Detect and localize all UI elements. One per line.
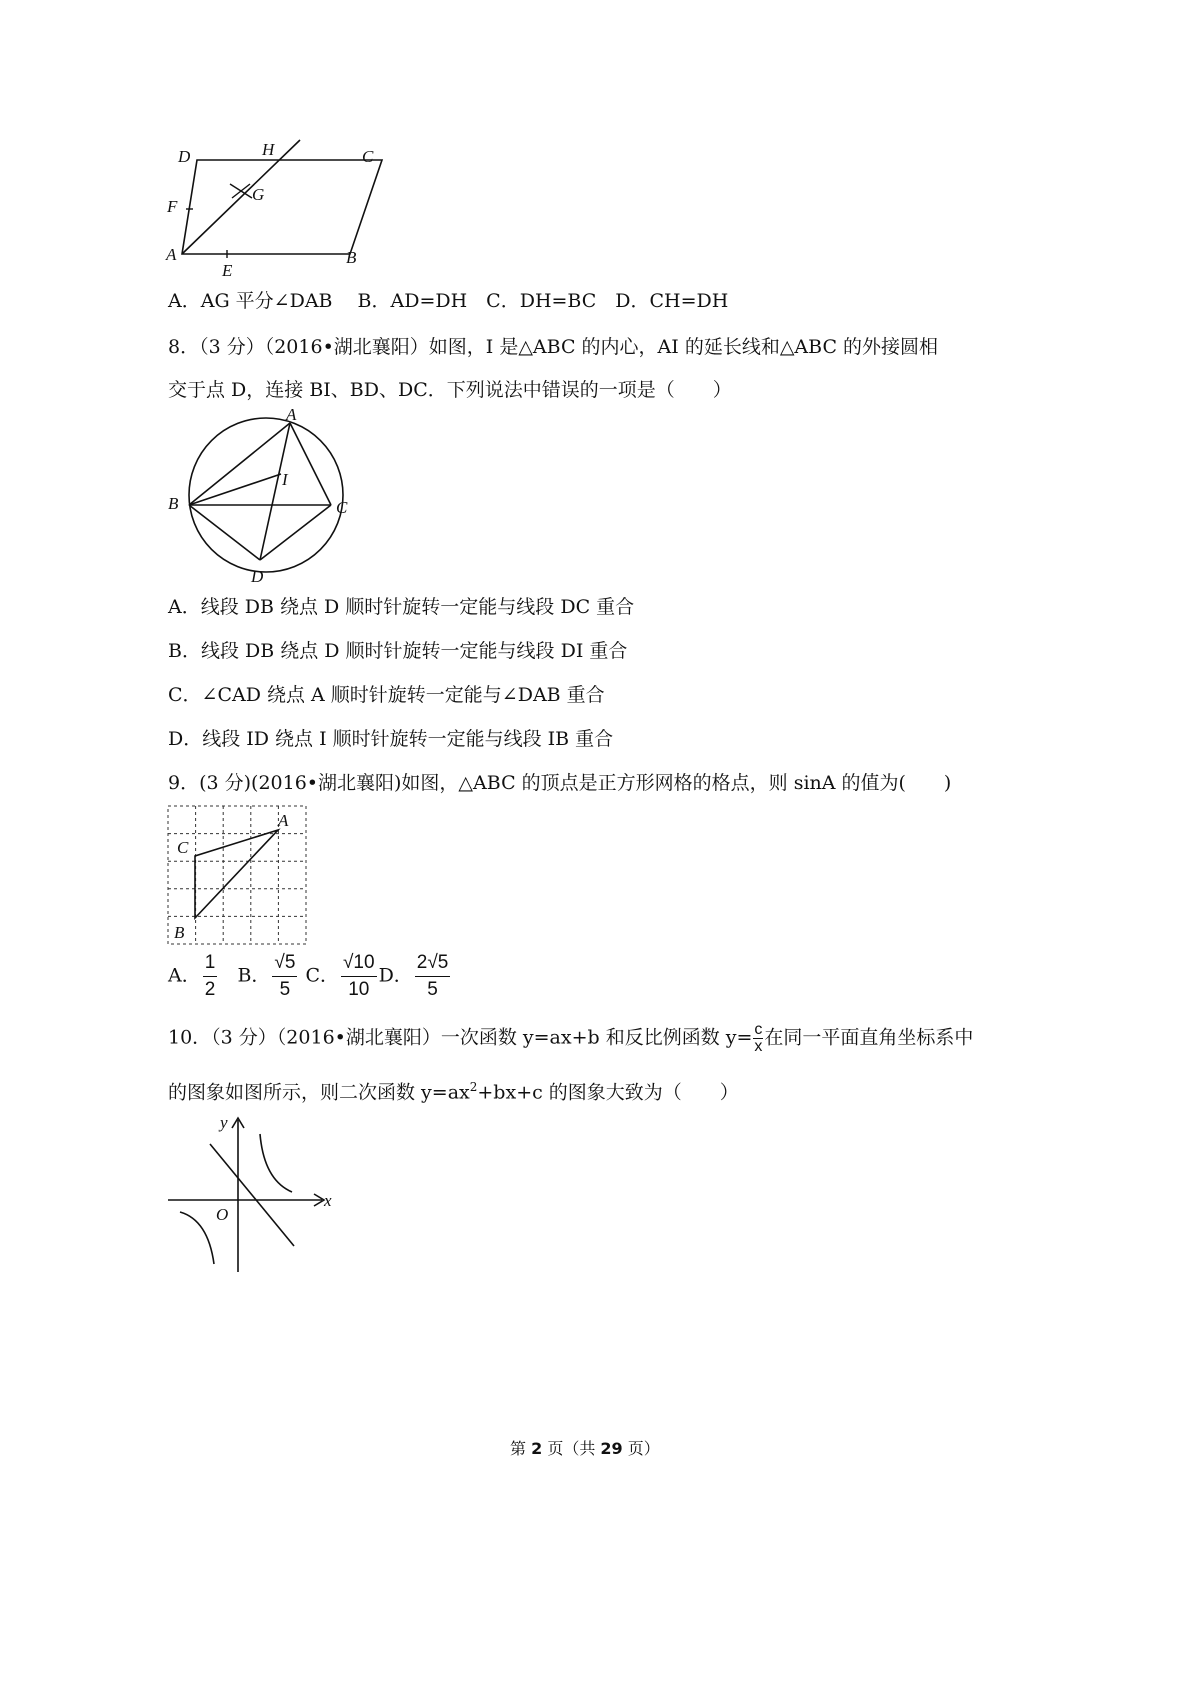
q8-option-a: A．线段 DB 绕点 D 顺时针旋转一定能与线段 DC 重合 — [168, 596, 635, 618]
footer-page-number: 2 — [531, 1439, 543, 1458]
q10-stem-fraction: $\frac{c}{x}$ — [754, 1021, 763, 1055]
q10-label-x: x — [324, 1191, 332, 1210]
q7-label-c: C — [362, 147, 374, 166]
q7-parallelogram-figure — [160, 130, 400, 280]
q8-option-d: D．线段 ID 绕点 I 顺时针旋转一定能与线段 IB 重合 — [168, 728, 614, 750]
page-footer: 第 2 页（共 29 页） — [510, 1439, 660, 1458]
q9-option-c-letter: C． — [305, 964, 339, 987]
q7-label-h: H — [262, 140, 275, 159]
q9-option-a-fraction: $\frac{1}{2}$ — [204, 952, 216, 1000]
q7-label-a: A — [166, 245, 177, 264]
q8-label-d: D — [251, 567, 264, 586]
q7-label-g: G — [252, 185, 265, 204]
q9-option-c-fraction: $\frac{√10}{10}$ — [343, 952, 375, 1000]
q7-label-f: F — [167, 197, 178, 216]
q10-stem-line1: 10．（3 分）（2016•湖北襄阳）一次函数 y=ax+b 和反比例函数 y= $\frac{c}{x}$ 在同一平面直角坐标系中 — [168, 1021, 974, 1055]
q9-option-d-fraction: $\frac{2√5}{5}$ — [416, 952, 449, 1000]
q9-label-b: B — [174, 923, 185, 942]
q8-option-b: B．线段 DB 绕点 D 顺时针旋转一定能与线段 DI 重合 — [168, 640, 628, 662]
q8-stem-line1: 8．（3 分）（2016•湖北襄阳）如图，I 是△ABC 的内心，AI 的延长线和△ABC 的外接圆相 — [168, 336, 939, 358]
q9-option-b-letter: B． — [237, 964, 271, 987]
q8-label-a: A — [286, 405, 297, 424]
q8-label-c: C — [336, 498, 348, 517]
q9-label-c: C — [177, 838, 189, 857]
q10-label-y: y — [220, 1113, 228, 1132]
q9-options — [168, 950, 452, 1003]
q7-label-b: B — [346, 248, 357, 267]
q9-option-d-letter: D． — [378, 964, 413, 987]
q10-label-o: O — [216, 1205, 229, 1224]
q8-label-b: B — [168, 494, 179, 513]
q9-stem: 9．(3 分)(2016•湖北襄阳)如图，△ABC 的顶点是正方形网格的格点，则 sinA 的值为( ) — [168, 772, 952, 794]
q9-option-a-letter: A． — [168, 964, 201, 987]
q8-label-i: I — [282, 470, 288, 489]
q9-label-a: A — [278, 811, 289, 830]
footer-total-pages: 29 — [600, 1439, 623, 1458]
q8-circle-figure — [160, 405, 360, 590]
q7-label-e: E — [222, 261, 233, 280]
q10-graph-figure — [160, 1108, 340, 1278]
q7-label-d: D — [178, 147, 191, 166]
q8-option-c: C．∠CAD 绕点 A 顺时针旋转一定能与∠DAB 重合 — [168, 684, 605, 706]
q7-options: A．AG 平分∠DAB B．AD=DH C．DH=BC D．CH=DH — [168, 290, 729, 312]
q9-grid-figure — [160, 800, 315, 950]
q10-stem-line2: 的图象如图所示，则二次函数 $y=ax^2+bx+c$ 的图象大致为（ ） — [168, 1080, 739, 1104]
q8-stem-line2: 交于点 D，连接 BI、BD、DC．下列说法中错误的一项是（ ） — [168, 379, 732, 401]
q9-option-b-fraction: $\frac{√5}{5}$ — [274, 952, 296, 1000]
